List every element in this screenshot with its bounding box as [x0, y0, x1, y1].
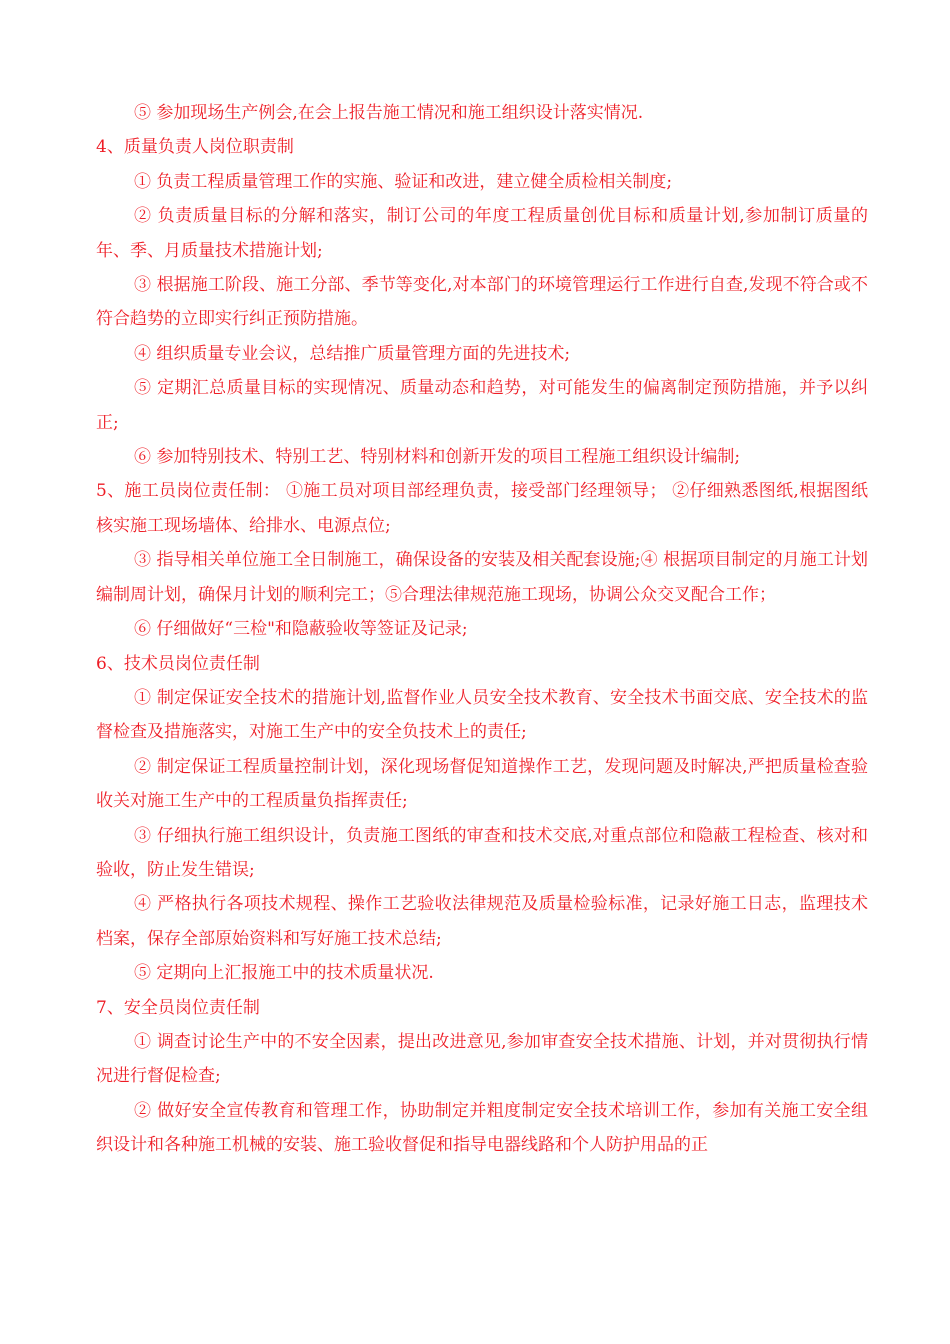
paragraph: ② 负责质量目标的分解和落实，制订公司的年度工程质量创优目标和质量计划,参加制订质量的年、季、月质量技术措施计划; — [96, 206, 868, 261]
paragraph: ① 负责工程质量管理工作的实施、验证和改进，建立健全质检相关制度; — [134, 171, 673, 192]
paragraph: ③ 指导相关单位施工全日制施工，确保设备的安装及相关配套设施;④ 根据项目制定的月施工计划编制周计划，确保月计划的顺利完工；⑤合理法律规范施工现场，协调公众交叉配合工作； — [96, 550, 868, 605]
paragraph: ③ 仔细执行施工组织设计，负责施工图纸的审查和技术交底,对重点部位和隐蔽工程检查、核对和验收，防止发生错误; — [96, 825, 868, 880]
paragraph: ③ 根据施工阶段、施工分部、季节等变化,对本部门的环境管理运行工作进行自查,发现不符合或不符合趋势的立即实行纠正预防措施。 — [96, 275, 868, 330]
paragraph: ① 制定保证安全技术的措施计划,监督作业人员安全技术教育、安全技术书面交底、安全技术的监督检查及措施落实，对施工生产中的安全负技术上的责任; — [96, 687, 868, 743]
paragraph: ① 调查讨论生产中的不安全因素，提出改进意见,参加审查安全技术措施、计划，并对贯彻执行情况进行督促检查; — [96, 1031, 868, 1087]
paragraph: ⑥ 参加特别技术、特别工艺、特别材料和创新开发的项目工程施工组织设计编制; — [134, 447, 741, 468]
section-heading-7: 7、安全员岗位责任制 — [96, 997, 260, 1018]
paragraph: ④ 严格执行各项技术规程、操作工艺验收法律规范及质量检验标准，记录好施工日志，监理技术档案，保存全部原始资料和写好施工技术总结; — [96, 894, 868, 949]
paragraph: ② 制定保证工程质量控制计划，深化现场督促知道操作工艺，发现问题及时解决,严把质量检查验收关对施工生产中的工程质量负指挥责任; — [96, 756, 868, 812]
paragraph: ⑥ 仔细做好“三检"和隐蔽验收等签证及记录; — [134, 619, 468, 640]
paragraph: ⑤ 定期汇总质量目标的实现情况、质量动态和趋势，对可能发生的偏离制定预防措施，并予以纠正; — [96, 378, 868, 433]
document-page — [96, 96, 868, 1163]
paragraph: ⑤ 参加现场生产例会,在会上报告施工情况和施工组织设计落实情况. — [134, 103, 644, 123]
section-heading-4: 4、质量负责人岗位职责制 — [96, 137, 294, 158]
paragraph: ② 做好安全宣传教育和管理工作，协助制定并粗度制定安全技术培训工作，参加有关施工安全组织设计和各种施工机械的安装、施工验收督促和指导电器线路和个人防护用品的正 — [96, 1100, 868, 1156]
paragraph: ④ 组织质量专业会议，总结推广质量管理方面的先进技术; — [134, 343, 571, 364]
paragraph: ⑤ 定期向上汇报施工中的技术质量状况. — [134, 963, 434, 984]
section-heading-5: 5、施工员岗位责任制： ①施工员对项目部经理负责，接受部门经理领导； ②仔细熟悉图纸,根据图纸核实施工现场墙体、给排水、电源点位; — [96, 481, 868, 536]
section-heading-6: 6、技术员岗位责任制 — [96, 653, 260, 674]
